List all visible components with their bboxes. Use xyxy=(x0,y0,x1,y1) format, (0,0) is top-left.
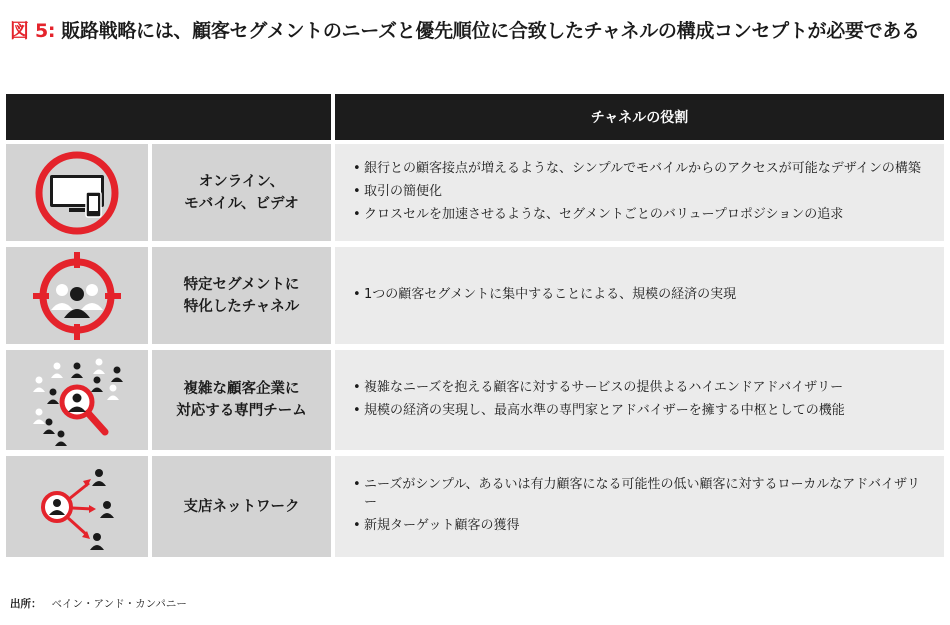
role-bullet: • 銀行との顧客接点が増えるような、シンプルでモバイルからのアクセスが可能なデザインの構築 xyxy=(353,160,926,178)
magnifier-people-icon xyxy=(27,352,127,448)
source-label: 出所： xyxy=(10,598,42,610)
role-bullet: • ニーズがシンプル、あるいは有力顧客になる可能性の低い顧客に対するローカルなアドバイザリー xyxy=(353,476,926,512)
role-bullet: • クロスセルを加速させるような、セグメントごとのバリュープロポジションの追求 xyxy=(353,206,926,224)
row-label: オンライン、 モバイル、ビデオ xyxy=(152,144,331,241)
table-header xyxy=(6,94,944,140)
role-bullet: • 新規ターゲット顧客の獲得 xyxy=(353,517,926,535)
source-text: ベイン・アンド・カンパニー xyxy=(51,598,187,610)
row-label: 支店ネットワーク xyxy=(152,456,331,557)
row-icon-cell xyxy=(6,456,148,557)
row-role-cell xyxy=(335,144,944,241)
target-segment-icon xyxy=(29,248,125,344)
source-note xyxy=(10,596,187,611)
role-bullet: • 取引の簡便化 xyxy=(353,183,926,201)
figure-number: 図 5: xyxy=(10,20,56,42)
row-icon-cell xyxy=(6,247,148,344)
row-label: 特定セグメントに 特化したチャネル xyxy=(152,247,331,344)
table-header-role: チャネルの役割 xyxy=(335,94,944,140)
role-bullet: • 複雑なニーズを抱える顧客に対するサービスの提供よるハイエンドアドバイザリー xyxy=(353,379,926,397)
figure-title-text: 販路戦略には、顧客セグメントのニーズと優先順位に合致したチャネルの構成コンセプトが必要である xyxy=(61,20,920,42)
role-bullet: • 規模の経済の実現し、最高水準の専門家とアドバイザーを擁する中枢としての機能 xyxy=(353,402,926,420)
role-bullets xyxy=(353,376,926,425)
row-role-cell xyxy=(335,247,944,344)
row-icon-cell xyxy=(6,144,148,241)
role-bullets xyxy=(353,283,926,309)
table-header-blank xyxy=(6,94,331,140)
role-bullets xyxy=(353,157,926,229)
role-bullet: • 1つの顧客セグメントに集中することによる、規模の経済の実現 xyxy=(353,286,926,304)
table-row xyxy=(6,350,944,450)
row-label: 複雑な顧客企業に 対応する専門チーム xyxy=(152,350,331,450)
role-bullets xyxy=(353,473,926,540)
row-role-cell xyxy=(335,350,944,450)
table-row xyxy=(6,456,944,557)
table-row xyxy=(6,144,944,241)
table-row xyxy=(6,247,944,344)
row-icon-cell xyxy=(6,350,148,450)
figure-title xyxy=(10,14,930,48)
online-devices-icon xyxy=(32,148,122,238)
row-role-cell xyxy=(335,456,944,557)
branch-network-icon xyxy=(29,459,125,555)
